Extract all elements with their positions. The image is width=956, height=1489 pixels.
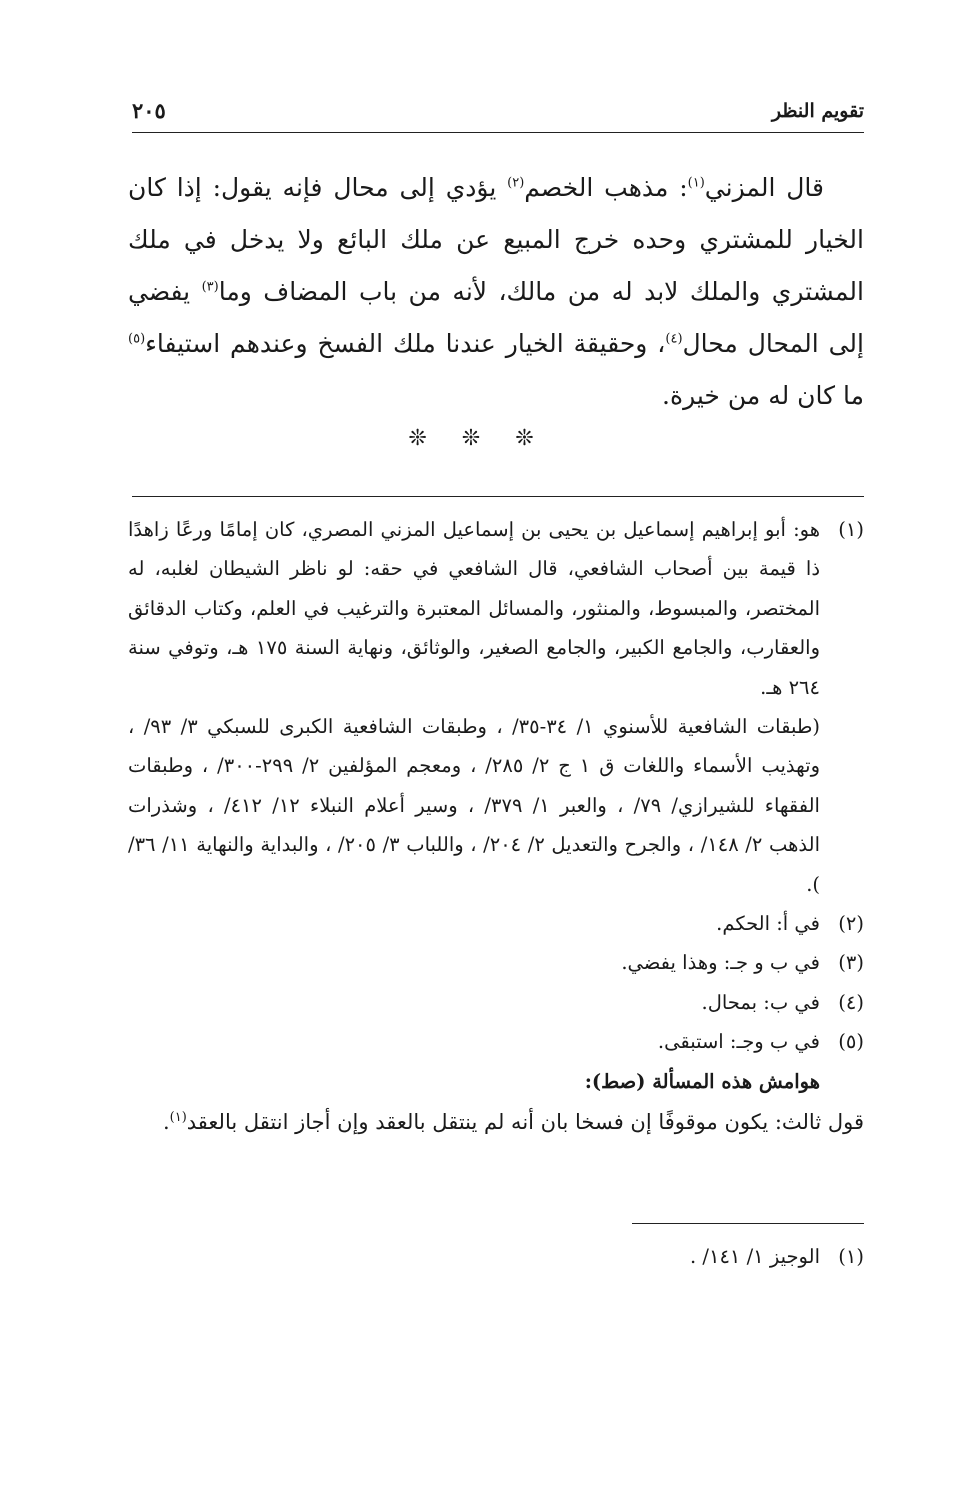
main-paragraph [128,162,864,422]
footnote-ref: (٤) [665,331,683,347]
header-divider [132,132,864,133]
footnote-number: (٤) [838,990,864,1014]
footnote-2 [128,904,864,943]
footnote-number: (١) [838,1245,864,1268]
sub-footnote-1 [128,1238,864,1276]
footnote-number: (٥) [838,1030,864,1054]
footnote-ref: (٢) [507,175,525,191]
footnote-1 [128,510,864,707]
sub-footnote-divider [632,1223,864,1224]
text-segment: ما كان له من خيرة. [662,381,864,410]
text-segment: يفضي إلى المحال محال [128,277,864,358]
footnote-number: (١) [838,518,864,541]
footnote-ref: (٣) [201,279,219,295]
footnote-text: الوجيز ١/ ١٤١/ . [690,1245,820,1268]
margins-text-body: قول ثالث: يكون موقوفًا إن فسخا بان أنه لم ينتقل بالعقد وإن أجاز انتقل بالعقد [186,1110,864,1135]
footnote-text: هو: أبو إبراهيم إسماعيل بن يحيى بن إسماعيل المزني المصري، كان إمامًا ورعًا زاهدًا ذا قيمة بين أصحاب الشافعي، قال الشافعي في حقه: لو ناظر الشيطان لغلبه، له المختصر، والمبسوط، والمنثور، والمسائل المعتبرة والترغيب في العلم، وكتاب الدقائق والعقارب، والجامع الكبير، والجامع الصغير، والوثائق، ونهاية السنة ١٧٥ هـ، وتوفي سنة ٢٦٤ هـ. [128,518,820,699]
footnote-3 [128,943,864,982]
section-separator: ❊ ❊ ❊ [408,426,548,451]
footnote-ref: (١) [169,1110,187,1126]
footnote-text: في ب: بمحال. [701,990,820,1014]
footnote-divider [132,496,864,497]
footnote-text: في ب وجـ: استبقى. [657,1030,820,1054]
text-segment: : مذهب الخصم [524,173,688,202]
footnotes [128,510,864,1143]
text-segment: قال المزني [704,173,824,202]
footnote-ref: (٥) [128,331,146,347]
page-number: ٢٠٥ [132,98,166,123]
footnote-text: في ب و جـ: وهذا يفضي. [621,951,820,975]
footnote-4 [128,983,864,1022]
text-segment: يؤدي إلى محال فإنه يقول: إذا كان الخيار للمشتري وحده خرج المبيع عن ملك البائع ولا يدخل في ملك المشتري والملك لابد له من مالك، لأنه من باب المضاف وما [128,173,864,306]
margins-text [128,1101,864,1143]
sub-footnote [128,1238,864,1276]
margins-text-end: . [162,1110,170,1135]
main-text [128,162,864,422]
footnote-number: (٢) [838,912,864,936]
page-header [132,96,864,132]
margins-title: هوامش هذه المسألة (صط): [584,1069,820,1093]
footnote-number: (٣) [838,951,864,975]
footnote-sources: (طبقات الشافعية للأسنوي ١/ ٣٤-٣٥/ ، وطبقات الشافعية الكبرى للسبكي ٣/ ٩٣/ ، وتهذيب الأسماء واللغات ق ١ ج ٢/ ٢٨٥/ ، ومعجم المؤلفين ٢/ ٢٩٩-٣٠٠/ ، وطبقات الفقهاء للشيرازي/ ٧٩/ ، والعبر ١/ ٣٧٩/ ، وسير أعلام النبلاء ١٢/ ٤١٢/ ، وشذرات الذهب ٢/ ١٤٨/ ، والجرح والتعديل ٢/ ٢٠٤/ ، واللباب ٣/ ٢٠٥/ ، والبداية والنهاية ١١/ ٣٦/ ). [128,715,820,896]
book-title: تقويم النظر [771,100,864,122]
footnote-ref: (١) [687,175,705,191]
text-segment: ، وحقيقة الخيار عندنا ملك الفسخ وعندهم استيفاء [145,329,666,358]
footnote-text: في أ: الحكم. [716,912,820,936]
footnote-5 [128,1022,864,1061]
